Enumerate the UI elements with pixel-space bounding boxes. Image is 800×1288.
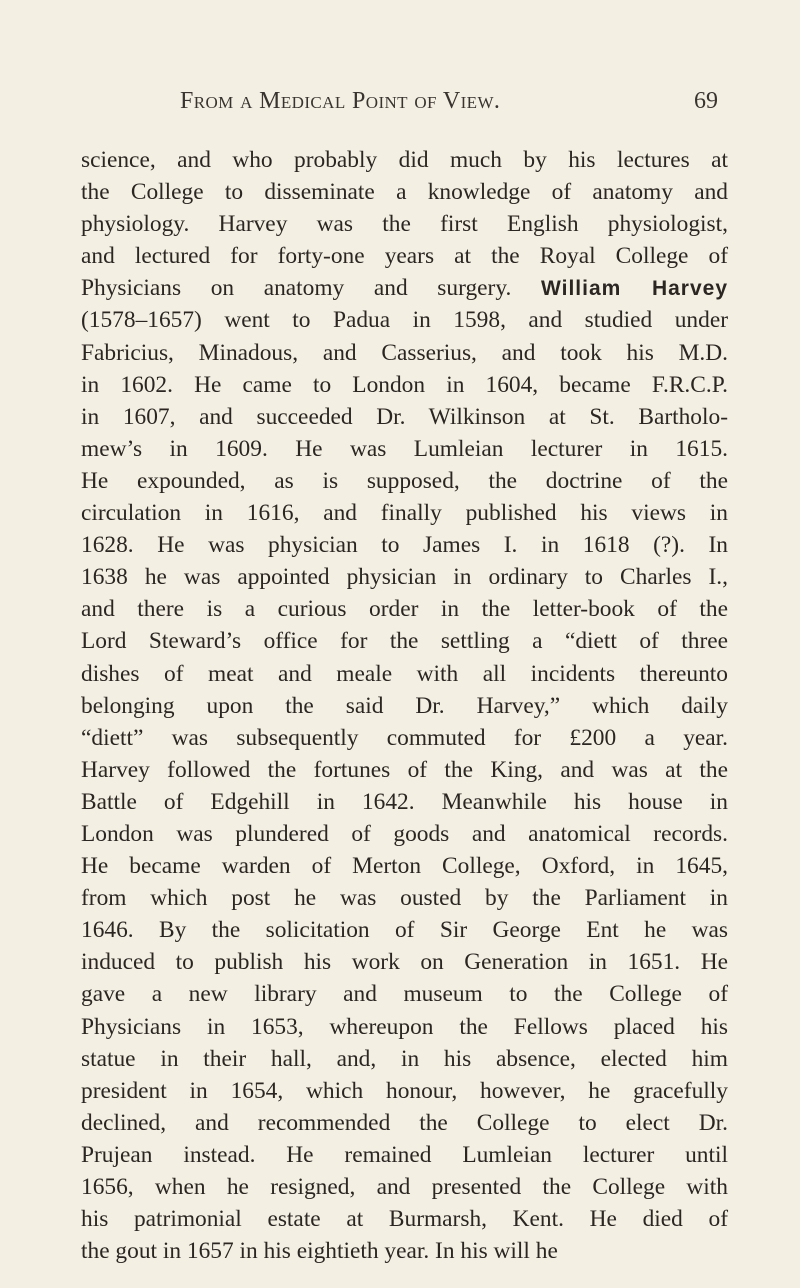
- text-line: He expounded, as is supposed, the doctrine of the: [81, 467, 728, 494]
- page-number: 69: [694, 88, 718, 114]
- text-line: [81, 272, 728, 304]
- text-line: and lectured for forty-one years at the Royal College of: [81, 243, 728, 270]
- text-line-start: Physicians on anatomy and surgery.: [81, 275, 512, 302]
- text-line: science, and who probably did much by his lectures at: [81, 147, 728, 173]
- running-head: From a Medical Point of View.: [180, 88, 501, 114]
- text-line: physiology. Harvey was the first English physiologist,: [81, 211, 728, 238]
- text-line: declined, and recommended the College to elect Dr.: [81, 1109, 728, 1136]
- text-line: his patrimonial estate at Burmarsh, Kent. He died of: [81, 1206, 728, 1233]
- page-header: [0, 88, 800, 124]
- text-line: the gout in 1657 in his eightieth year. In his will he: [81, 1238, 558, 1265]
- text-line: dishes of meat and meale with all incidents thereunto: [81, 660, 728, 687]
- text-line: and there is a curious order in the letter-book of the: [81, 596, 728, 623]
- text-line: Physicians in 1653, whereupon the Fellows placed his: [81, 1013, 728, 1040]
- text-line: (1578–1657) went to Padua in 1598, and studied under: [81, 307, 728, 334]
- text-line: in 1602. He came to London in 1604, became F.R.C.P.: [81, 371, 728, 398]
- text-line: 1628. He was physician to James I. in 1618 (?). In: [81, 532, 728, 559]
- body-text: [81, 144, 728, 1267]
- text-line: the College to disseminate a knowledge of anatomy and: [81, 179, 728, 206]
- text-line: statue in their hall, and, in his absence, elected him: [81, 1045, 728, 1072]
- text-line: 1646. By the solicitation of Sir George Ent he was: [81, 917, 728, 944]
- emphasized-name: William Harvey: [541, 277, 728, 301]
- text-line: 1656, when he resigned, and presented the College with: [81, 1174, 728, 1200]
- text-line: Battle of Edgehill in 1642. Meanwhile his house in: [81, 788, 728, 815]
- text-line: president in 1654, which honour, however, he gracefully: [81, 1077, 728, 1104]
- text-line: circulation in 1616, and finally published his views in: [81, 500, 728, 527]
- text-line: in 1607, and succeeded Dr. Wilkinson at St. Bartholo-: [81, 403, 728, 430]
- text-line: mew’s in 1609. He was Lumleian lecturer in 1615.: [81, 435, 728, 462]
- text-line: Lord Steward’s office for the settling a “diett of three: [81, 628, 728, 655]
- text-line: induced to publish his work on Generation in 1651. He: [81, 949, 728, 976]
- text-line: from which post he was ousted by the Parliament in: [81, 885, 728, 912]
- text-line: Harvey followed the fortunes of the King, and was at the: [81, 756, 728, 783]
- text-line: He became warden of Merton College, Oxford, in 1645,: [81, 853, 728, 880]
- text-line: Fabricius, Minadous, and Casserius, and took his M.D.: [81, 339, 728, 366]
- text-line: London was plundered of goods and anatomical records.: [81, 820, 728, 847]
- text-line: belonging upon the said Dr. Harvey,” which daily: [81, 692, 728, 719]
- text-line: “diett” was subsequently commuted for £200 a year.: [81, 724, 728, 751]
- text-line: 1638 he was appointed physician in ordinary to Charles I.,: [81, 564, 728, 591]
- text-line: Prujean instead. He remained Lumleian lecturer until: [81, 1141, 728, 1168]
- text-line: gave a new library and museum to the College of: [81, 981, 728, 1008]
